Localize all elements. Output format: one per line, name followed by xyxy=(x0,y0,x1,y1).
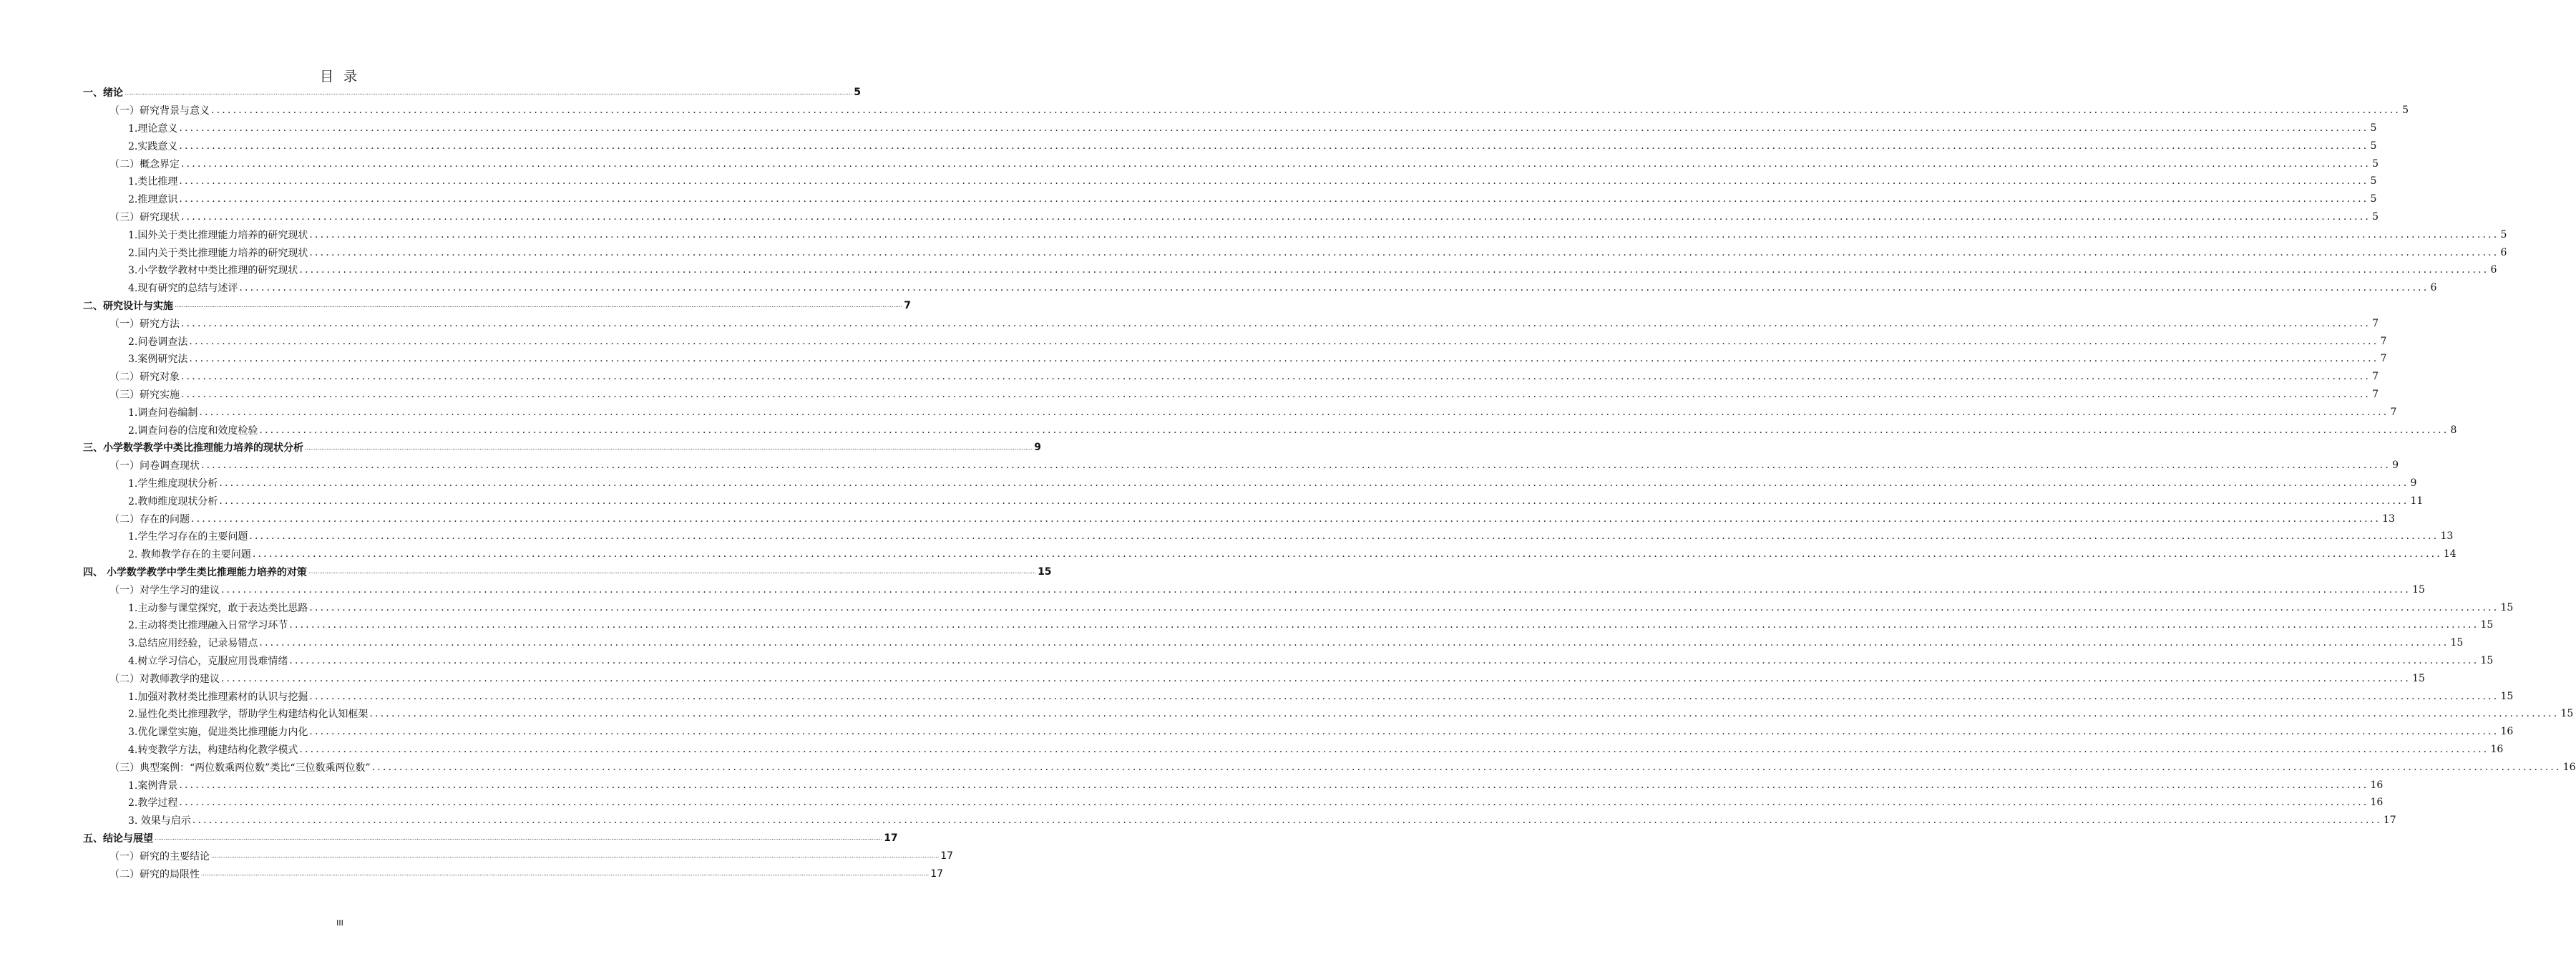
dot-leader: ................................................................................................................................................................................................................................................................................................................................................................................................................ xyxy=(181,317,2371,329)
toc-entry-page: 9 xyxy=(2392,460,2399,472)
dot-leader: ................................................................................................................................................................................................................................................................................................................................................................................................................ xyxy=(155,835,883,842)
toc-entry[interactable] xyxy=(0,705,2574,723)
toc-entry-page: 15 xyxy=(2412,583,2425,596)
toc-entry[interactable] xyxy=(0,457,2399,475)
toc-entry[interactable] xyxy=(0,155,2379,173)
toc-entry[interactable] xyxy=(0,297,911,315)
toc-entry-page: 11 xyxy=(2410,495,2424,507)
toc-entry-page: 17 xyxy=(2383,815,2396,827)
toc-entry[interactable] xyxy=(0,812,2396,830)
toc-entry-page: 16 xyxy=(2500,726,2514,738)
dot-leader: ................................................................................................................................................................................................................................................................................................................................................................................................................ xyxy=(259,424,2449,436)
toc-entry-title: 4.树立学习信心，克服应用畏难情绪 xyxy=(128,655,288,667)
toc-entry[interactable] xyxy=(0,510,2395,528)
toc-entry[interactable] xyxy=(0,598,2514,616)
toc-entry-page: 13 xyxy=(2440,530,2454,543)
toc-entry-page: 17 xyxy=(930,868,944,880)
toc-entry-page: 13 xyxy=(2382,512,2395,525)
toc-entry-title: 一、绪论 xyxy=(83,87,123,99)
dot-leader: ................................................................................................................................................................................................................................................................................................................................................................................................................ xyxy=(179,122,2369,134)
toc-entry-title: 2.调查问卷的信度和效度检验 xyxy=(128,424,258,437)
toc-entry[interactable] xyxy=(0,758,2576,776)
toc-entry-title: 4.现有研究的总结与述评 xyxy=(128,283,238,295)
dot-leader: ................................................................................................................................................................................................................................................................................................................................................................................................................ xyxy=(181,157,2371,170)
toc-entry[interactable] xyxy=(0,173,2377,190)
toc-entry[interactable] xyxy=(0,580,2425,598)
toc-entry-page: 15 xyxy=(1038,565,1052,578)
toc-entry-page: 17 xyxy=(884,832,898,844)
toc-entry[interactable] xyxy=(0,669,2425,687)
toc-entry-title: 1.国外关于类比推理能力培养的研究现状 xyxy=(128,229,308,241)
toc-entry[interactable] xyxy=(0,137,2377,155)
dot-leader: ................................................................................................................................................................................................................................................................................................................................................................................................................ xyxy=(252,548,2442,560)
toc-entry[interactable] xyxy=(0,403,2397,421)
dot-leader: ................................................................................................................................................................................................................................................................................................................................................................................................................ xyxy=(369,708,2560,720)
toc-entry[interactable] xyxy=(0,190,2377,208)
page-title: 目 录 xyxy=(319,69,361,84)
dot-leader: ................................................................................................................................................................................................................................................................................................................................................................................................................ xyxy=(299,264,2489,276)
toc-entry[interactable] xyxy=(0,84,861,102)
toc-entry[interactable] xyxy=(0,847,954,865)
dot-leader: ................................................................................................................................................................................................................................................................................................................................................................................................................ xyxy=(201,460,2391,472)
toc-entry-title: 3.优化课堂实施，促进类比推理能力内化 xyxy=(128,727,308,739)
page-number: III xyxy=(336,918,343,928)
dot-leader: ................................................................................................................................................................................................................................................................................................................................................................................................................ xyxy=(299,743,2489,755)
toc-entry-title: （一）研究方法 xyxy=(109,318,180,330)
toc-entry-title: 2. 教师教学存在的主要问题 xyxy=(128,549,251,561)
dot-leader: ................................................................................................................................................................................................................................................................................................................................................................................................................ xyxy=(179,779,2369,791)
toc-entry-page: 16 xyxy=(2370,779,2384,791)
dot-leader: ................................................................................................................................................................................................................................................................................................................................................................................................................ xyxy=(179,175,2369,188)
toc-entry-title: （二）研究的局限性 xyxy=(109,868,200,880)
dot-leader: ................................................................................................................................................................................................................................................................................................................................................................................................................ xyxy=(259,637,2449,649)
toc-entry[interactable] xyxy=(0,545,2457,563)
dot-leader: ................................................................................................................................................................................................................................................................................................................................................................................................................ xyxy=(309,228,2499,240)
dot-leader: ................................................................................................................................................................................................................................................................................................................................................................................................................ xyxy=(219,495,2409,507)
toc-entry-page: 5 xyxy=(2372,210,2379,223)
dot-leader: ................................................................................................................................................................................................................................................................................................................................................................................................................ xyxy=(189,335,2379,347)
dot-leader: ................................................................................................................................................................................................................................................................................................................................................................................................................ xyxy=(179,140,2369,152)
toc-entry-page: 16 xyxy=(2562,761,2576,773)
toc-entry-page: 17 xyxy=(940,850,954,862)
toc-entry-page: 7 xyxy=(2390,406,2397,418)
toc-entry-title: （二）对教师教学的建议 xyxy=(109,673,220,685)
toc-entry-title: （二）存在的问题 xyxy=(109,513,190,525)
dot-leader: ................................................................................................................................................................................................................................................................................................................................................................................................................ xyxy=(221,583,2411,596)
toc-entry-page: 5 xyxy=(854,87,861,99)
toc-entry-title: 2.问卷调查法 xyxy=(128,336,188,348)
toc-entry-title: （一）研究背景与意义 xyxy=(109,105,210,117)
toc-entry-title: 3.案例研究法 xyxy=(128,354,188,366)
toc-entry-page: 7 xyxy=(2372,371,2379,383)
dot-leader: ................................................................................................................................................................................................................................................................................................................................................................................................................ xyxy=(249,530,2439,543)
toc-entry-page: 5 xyxy=(2370,175,2377,188)
toc-entry-page: 5 xyxy=(2402,105,2409,117)
toc-entry-page: 5 xyxy=(2372,157,2379,170)
toc-entry-page: 6 xyxy=(2430,282,2437,294)
toc-entry[interactable] xyxy=(0,314,2379,332)
toc-entry[interactable] xyxy=(0,368,2379,386)
dot-leader: ................................................................................................................................................................................................................................................................................................................................................................................................................ xyxy=(309,690,2499,702)
toc-entry-title: 2.推理意识 xyxy=(128,194,178,206)
toc-entry-title: （三）研究实施 xyxy=(109,389,180,401)
toc-entry-page: 6 xyxy=(2500,246,2507,258)
toc-entry-title: 2.教师维度现状分析 xyxy=(128,495,218,507)
dot-leader: ................................................................................................................................................................................................................................................................................................................................................................................................................ xyxy=(179,797,2369,809)
toc-entry-title: （三）研究现状 xyxy=(109,211,180,223)
toc-entry[interactable] xyxy=(0,652,2494,670)
dot-leader: ................................................................................................................................................................................................................................................................................................................................................................................................................ xyxy=(309,726,2499,738)
toc-entry-title: 2.显性化类比推理教学，帮助学生构建结构化认知框架 xyxy=(128,709,369,721)
toc-entry[interactable] xyxy=(0,528,2454,545)
toc-entry-page: 15 xyxy=(2500,690,2514,702)
toc-entry-page: 6 xyxy=(2490,264,2497,276)
toc-entry-title: （一）研究的主要结论 xyxy=(109,850,210,863)
toc-entry-page: 15 xyxy=(2480,619,2494,631)
toc-entry-page: 5 xyxy=(2370,140,2377,152)
dot-leader: ................................................................................................................................................................................................................................................................................................................................................................................................................ xyxy=(211,105,2401,117)
toc-entry-title: 2.教学过程 xyxy=(128,797,178,810)
toc-entry[interactable] xyxy=(0,208,2379,226)
toc-entry[interactable] xyxy=(0,350,2387,368)
toc-entry-page: 5 xyxy=(2500,228,2507,240)
toc-entry[interactable] xyxy=(0,563,1052,581)
dot-leader: ................................................................................................................................................................................................................................................................................................................................................................................................................ xyxy=(289,619,2479,631)
dot-leader: ................................................................................................................................................................................................................................................................................................................................................................................................................ xyxy=(189,353,2379,365)
toc-entry-page: 7 xyxy=(2372,317,2379,329)
toc-entry-title: 五、结论与展望 xyxy=(83,832,153,845)
toc-entry-title: 2.主动将类比推理融入日常学习环节 xyxy=(128,620,288,632)
dot-leader: ................................................................................................................................................................................................................................................................................................................................................................................................................ xyxy=(309,246,2499,258)
toc-entry-title: 二、研究设计与实施 xyxy=(83,300,173,312)
dot-leader: ................................................................................................................................................................................................................................................................................................................................................................................................................ xyxy=(125,89,853,96)
toc-entry[interactable] xyxy=(0,102,2409,120)
toc-entry[interactable] xyxy=(0,616,2494,634)
toc-entry-page: 9 xyxy=(1034,442,1041,454)
toc-entry-page: 5 xyxy=(2370,193,2377,205)
toc-entry[interactable] xyxy=(0,794,2384,812)
dot-leader: ................................................................................................................................................................................................................................................................................................................................................................................................................ xyxy=(219,477,2409,489)
toc-entry-title: （二）概念界定 xyxy=(109,158,180,170)
toc-entry-title: 4.转变教学方法，构建结构化教学模式 xyxy=(128,744,298,756)
dot-leader: ................................................................................................................................................................................................................................................................................................................................................................................................................ xyxy=(191,512,2381,525)
dot-leader: ................................................................................................................................................................................................................................................................................................................................................................................................................ xyxy=(309,601,2499,613)
toc-entry[interactable] xyxy=(0,687,2514,705)
toc-entry-page: 15 xyxy=(2500,601,2514,613)
toc-entry-page: 15 xyxy=(2560,708,2574,720)
dot-leader: ................................................................................................................................................................................................................................................................................................................................................................................................................ xyxy=(308,568,1037,575)
toc-entry[interactable] xyxy=(0,421,2457,439)
toc-entry-page: 16 xyxy=(2370,797,2384,809)
toc-entry-title: 三、小学数学教学中类比推理能力培养的现状分析 xyxy=(83,442,303,455)
toc-entry-title: 3.总结应用经验，记录易错点 xyxy=(128,638,258,650)
toc-entry-title: 四、 小学数学教学中学生类比推理能力培养的对策 xyxy=(83,566,307,578)
toc-entry[interactable] xyxy=(0,492,2424,510)
dot-leader: ................................................................................................................................................................................................................................................................................................................................................................................................................ xyxy=(239,282,2429,294)
toc-entry[interactable] xyxy=(0,776,2384,794)
toc-entry-title: 2.国内关于类比推理能力培养的研究现状 xyxy=(128,247,308,259)
toc-entry[interactable] xyxy=(0,261,2497,279)
dot-leader: ................................................................................................................................................................................................................................................................................................................................................................................................................ xyxy=(181,210,2371,223)
toc-entry-page: 15 xyxy=(2480,654,2494,666)
toc-entry[interactable] xyxy=(0,120,2377,137)
toc-entry-page: 7 xyxy=(2372,388,2379,400)
toc-entry-title: 1.主动参与课堂探究，敢于表达类比思路 xyxy=(128,602,308,614)
dot-leader: ................................................................................................................................................................................................................................................................................................................................................................................................................ xyxy=(211,852,940,860)
toc-entry-title: 1.案例背景 xyxy=(128,779,178,792)
toc-entry-title: 1.学生维度现状分析 xyxy=(128,477,218,490)
dot-leader: ................................................................................................................................................................................................................................................................................................................................................................................................................ xyxy=(371,761,2562,773)
toc-entry-title: 1.加强对教材类比推理素材的认识与挖掘 xyxy=(128,691,308,703)
toc-entry-title: 3. 效果与启示 xyxy=(128,815,191,827)
toc-entry-page: 15 xyxy=(2412,672,2425,684)
toc-entry[interactable] xyxy=(0,865,944,883)
toc-entry[interactable] xyxy=(0,332,2387,350)
dot-leader: ................................................................................................................................................................................................................................................................................................................................................................................................................ xyxy=(181,388,2371,400)
toc-entry-title: 3.小学数学教材中类比推理的研究现状 xyxy=(128,265,298,277)
toc-entry-title: 1.理论意义 xyxy=(128,122,178,135)
toc-entry-title: 1.调查问卷编制 xyxy=(128,407,198,419)
toc-entry-title: （三）典型案例：“两位数乘两位数”类比“三位数乘两位数” xyxy=(109,762,371,774)
toc-entry-page: 7 xyxy=(2380,353,2387,365)
toc-entry[interactable] xyxy=(0,741,2504,759)
toc-entry-page: 15 xyxy=(2450,637,2464,649)
toc-entry-page: 14 xyxy=(2443,548,2457,560)
toc-entry-title: （一）对学生学习的建议 xyxy=(109,584,220,596)
toc-entry-title: （一）问卷调查现状 xyxy=(109,460,200,472)
dot-leader: ................................................................................................................................................................................................................................................................................................................................................................................................................ xyxy=(201,870,930,878)
toc-entry-page: 7 xyxy=(904,299,911,311)
toc-entry[interactable] xyxy=(0,386,2379,404)
toc-entry[interactable] xyxy=(0,243,2507,261)
dot-leader: ................................................................................................................................................................................................................................................................................................................................................................................................................ xyxy=(221,672,2411,684)
toc-entry[interactable] xyxy=(0,439,1041,457)
toc-entry[interactable] xyxy=(0,279,2437,297)
toc-entry-page: 16 xyxy=(2490,743,2504,755)
toc-entry-title: 1.学生学习存在的主要问题 xyxy=(128,531,248,543)
toc-entry-page: 8 xyxy=(2450,424,2457,436)
toc-entry[interactable] xyxy=(0,830,898,847)
toc-entry-title: （二）研究对象 xyxy=(109,371,180,384)
toc-entry-title: 1.类比推理 xyxy=(128,176,178,188)
dot-leader: ................................................................................................................................................................................................................................................................................................................................................................................................................ xyxy=(175,302,903,309)
toc-entry[interactable] xyxy=(0,634,2464,652)
dot-leader: ................................................................................................................................................................................................................................................................................................................................................................................................................ xyxy=(192,815,2382,827)
dot-leader: ................................................................................................................................................................................................................................................................................................................................................................................................................ xyxy=(181,371,2371,383)
toc-entry-page: 7 xyxy=(2380,335,2387,347)
toc-entry[interactable] xyxy=(0,475,2417,492)
dot-leader: ................................................................................................................................................................................................................................................................................................................................................................................................................ xyxy=(199,406,2389,418)
toc-entry-title: 2.实践意义 xyxy=(128,140,178,152)
toc-entry[interactable] xyxy=(0,723,2514,741)
toc-entry[interactable] xyxy=(0,225,2507,243)
toc-entry-page: 5 xyxy=(2370,122,2377,134)
dot-leader: ................................................................................................................................................................................................................................................................................................................................................................................................................ xyxy=(179,193,2369,205)
dot-leader: ................................................................................................................................................................................................................................................................................................................................................................................................................ xyxy=(305,444,1033,451)
toc-entry-page: 9 xyxy=(2410,477,2417,489)
dot-leader: ................................................................................................................................................................................................................................................................................................................................................................................................................ xyxy=(289,654,2479,666)
